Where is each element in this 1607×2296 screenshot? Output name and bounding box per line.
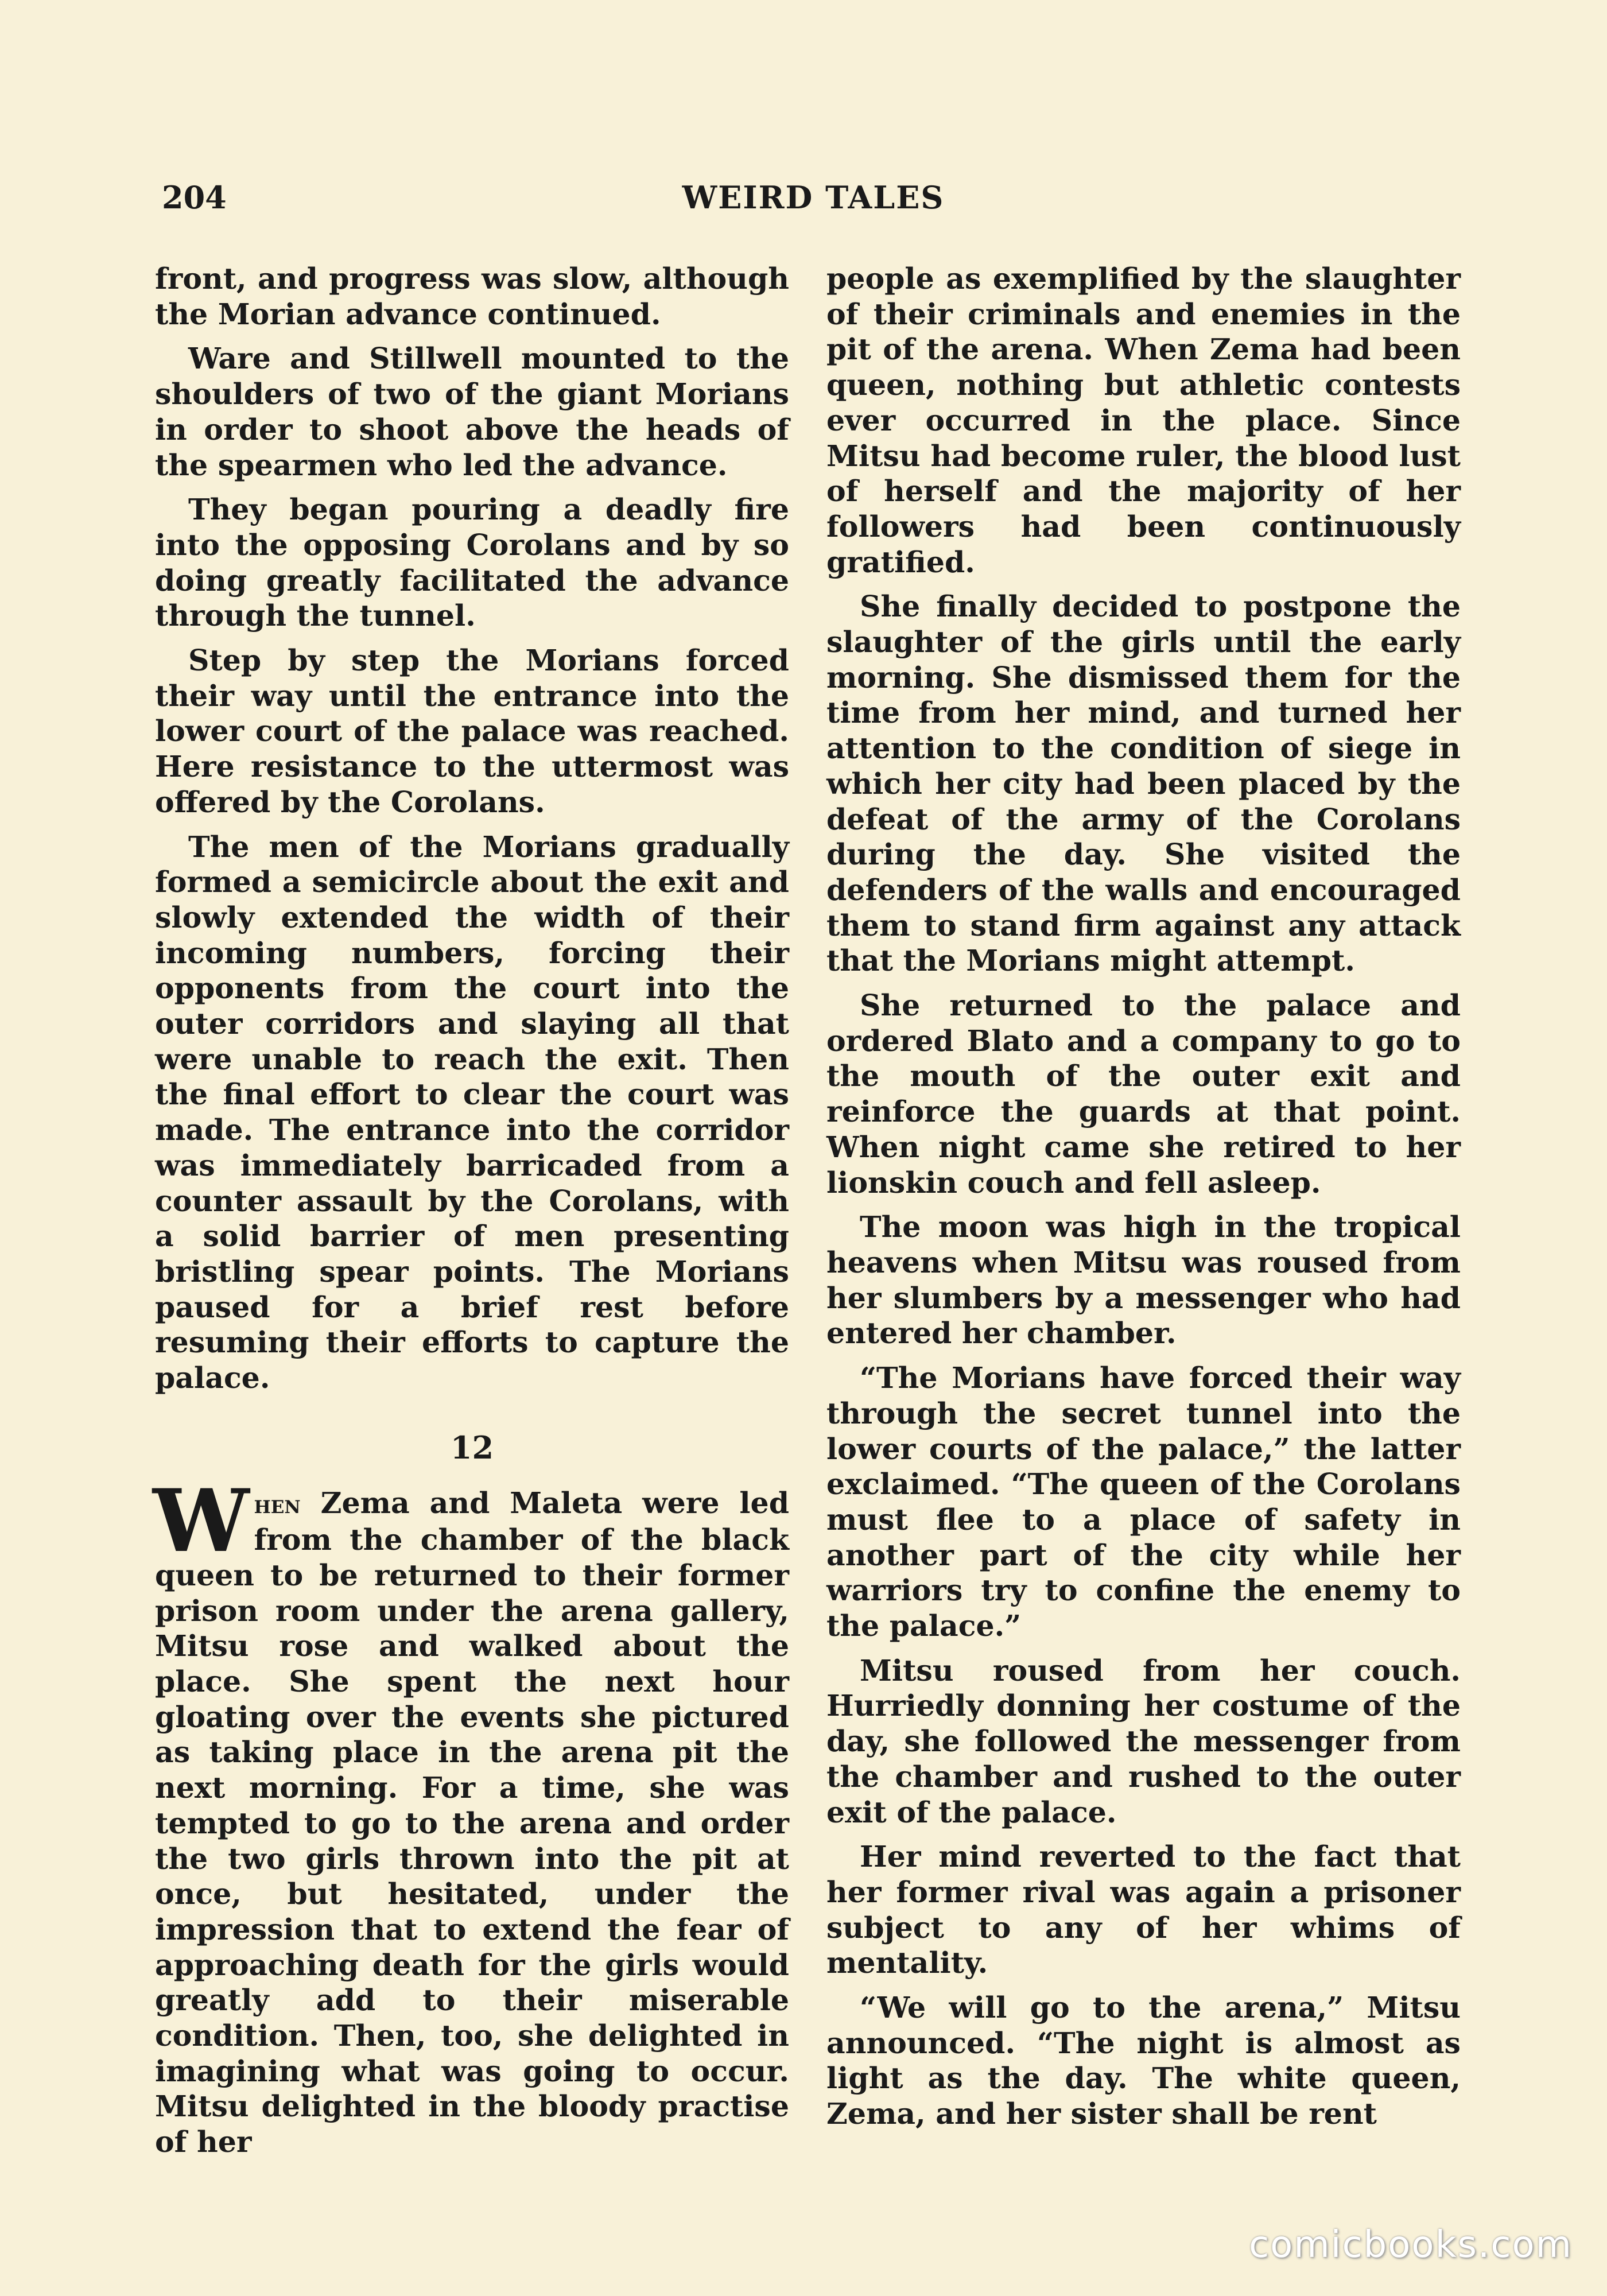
paragraph: “We will go to the arena,” Mitsu announced. “The night is almost as light as the day. The white queen, Zema, and her sister shall be rent xyxy=(826,1991,1461,2131)
paragraph: Her mind reverted to the fact that her former rival was again a prisoner subject to any of her whims of mentality. xyxy=(826,1840,1461,1980)
small-caps-word: hen xyxy=(254,1490,301,1519)
paragraph-dropcap xyxy=(153,1470,789,2160)
paragraph-text: Zema and Maleta were led from the chamber of the black queen to be returned to their former prison room under the arena gallery, Mitsu rose and walked about the place. She spent the next hour gloating over the events she pictured as taking place in the arena pit the next morning. For a time, she was tempted to go to the arena and order the two girls thrown into the pit at once, but hesitated, under the impression that to extend the fear of approaching death for the girls would greatly add to their miserable condition. Then, too, she delighted in imagining what was going to occur. Mitsu delighted in the bloody practise of her xyxy=(155,1486,789,2159)
paragraph: The moon was high in the tropical heavens when Mitsu was roused from her slumbers by a messenger who had entered her chamber. xyxy=(826,1210,1461,1351)
left-column xyxy=(155,261,789,2169)
paragraph: Ware and Stillwell mounted to the shoulders of two of the giant Morians in order to shoot above the heads of the spearmen who led the advance. xyxy=(155,342,789,482)
watermark: comicbooks.com xyxy=(1248,2224,1573,2266)
paragraph: She returned to the palace and ordered Blato and a company to go to the mouth of the outer exit and reinforce the guards at that point. When night came she retired to her lionskin couch and fell asleep. xyxy=(826,988,1461,1200)
paragraph: people as exemplified by the slaughter of their criminals and enemies in the pit of the arena. When Zema had been queen, nothing but athletic contests ever occurred in the place. Since Mitsu had become ruler, the blood lust of herself and the majority of her followers had been continuously gratified. xyxy=(826,262,1461,579)
paragraph: The men of the Morians gradually formed a semicircle about the exit and slowly extended the width of their incoming numbers, forcing their opponents from the court into the outer corridors and slaying all that were unable to reach the exit. Then the final effort to clear the court was made. The entrance into the corridor was immediately barricaded from a counter assault by the Corolans, with a solid barrier of men presenting bristling spear points. The Morians paused for a brief rest before resuming their efforts to capture the palace. xyxy=(155,829,789,1395)
paragraph: They began pouring a deadly fire into the opposing Corolans and by so doing greatly facilitated the advance through the tunnel. xyxy=(155,492,789,633)
paragraph: “The Morians have forced their way through the secret tunnel into the lower courts of the palace,” the latter exclaimed. “The queen of the Corolans must flee to a place of safety in another part of the city while her warriors try to confine the enemy to the palace.” xyxy=(826,1361,1461,1643)
paragraph: front, and progress was slow, although the Morian advance continued. xyxy=(155,262,789,331)
paragraph: Step by step the Morians forced their way until the entrance into the lower court of the palace was reached. Here resistance to the uttermost was offered by the Corolans. xyxy=(155,643,789,819)
paragraph: Mitsu roused from her couch. Hurriedly donning her costume of the day, she followed the messenger from the chamber and rushed to the outer exit of the palace. xyxy=(826,1653,1461,1829)
right-column xyxy=(826,261,1461,2141)
page-number: 204 xyxy=(162,179,227,216)
paragraph: She finally decided to postpone the slaughter of the girls until the early morning. She dismissed them for the time from her mind, and turned her attention to the condition of siege in which her city had been placed by the defeat of the army of the Corolans during the day. She visited the defenders of the walls and encouraged them to stand firm against any attack that the Morians might attempt. xyxy=(826,589,1461,978)
running-title: WEIRD TALES xyxy=(682,179,945,216)
section-number: 12 xyxy=(450,1429,494,1466)
drop-cap-letter: W xyxy=(153,1470,250,1572)
page-header xyxy=(162,179,1465,225)
